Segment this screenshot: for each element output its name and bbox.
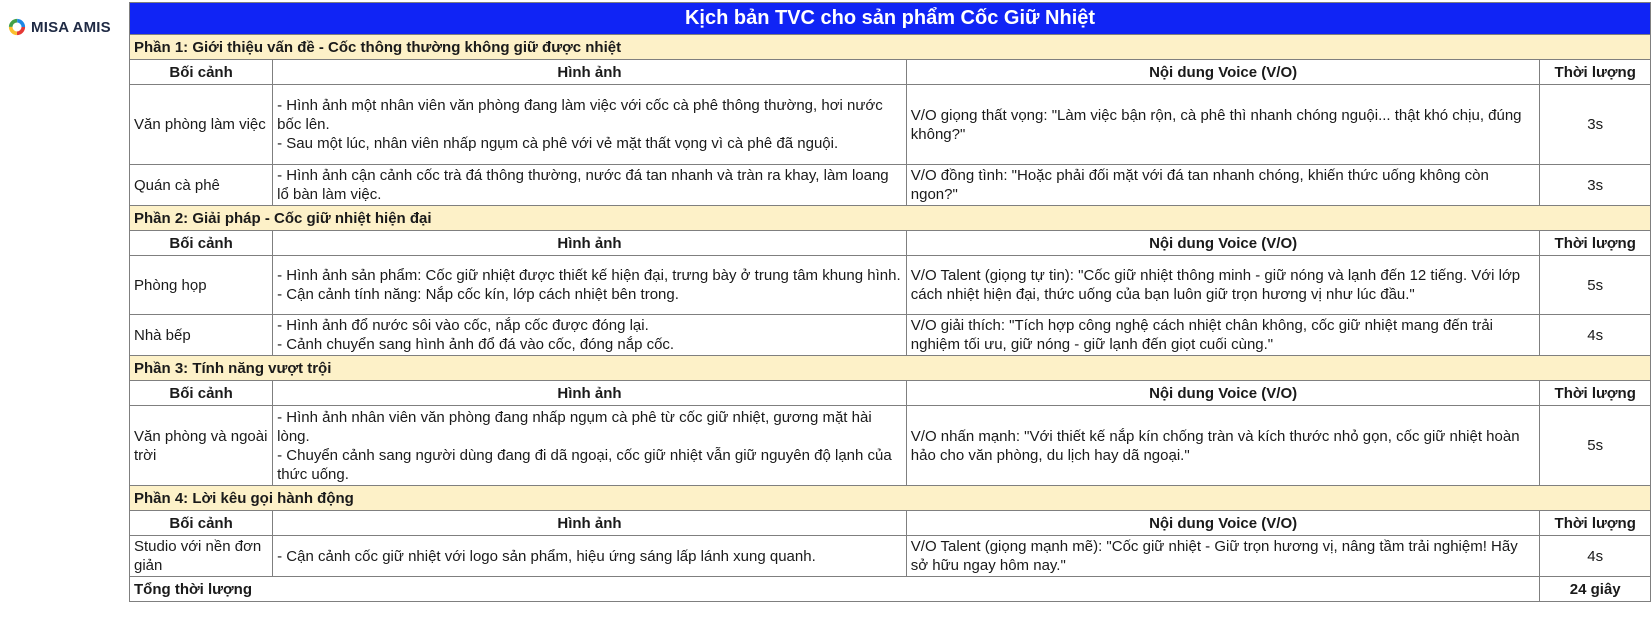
- column-header-row: [130, 381, 1651, 406]
- voice-cell[interactable]: V/O Talent (giọng tự tin): "Cốc giữ nhiệt thông minh - giữ nóng và lạnh đến 12 tiếng. Với lớp cách nhiệt hiện đại, thức uống của bạn luôn giữ trọn hương vị như lúc đầu.": [906, 256, 1540, 315]
- voice-cell[interactable]: V/O Talent (giọng mạnh mẽ): "Cốc giữ nhiệt - Giữ trọn hương vị, nâng tầm trải nghiệm! Hãy sở hữu ngay hôm nay.": [906, 536, 1540, 577]
- scene-cell[interactable]: Quán cà phê: [130, 165, 273, 206]
- header-scene[interactable]: Bối cảnh: [130, 381, 273, 406]
- table-row: [130, 256, 1651, 315]
- section-heading[interactable]: Phần 3: Tính năng vượt trội: [130, 356, 1651, 381]
- table-row: [130, 315, 1651, 356]
- scene-cell[interactable]: Nhà bếp: [130, 315, 273, 356]
- voice-cell[interactable]: V/O đồng tình: "Hoặc phải đối mặt với đá tan nhanh chóng, khiến thức uống không còn ngon?": [906, 165, 1540, 206]
- scene-cell[interactable]: Văn phòng làm việc: [130, 85, 273, 165]
- logo-text: MISA AMIS: [31, 18, 111, 36]
- column-header-row: [130, 231, 1651, 256]
- section-heading[interactable]: Phần 1: Giới thiệu vấn đề - Cốc thông thường không giữ được nhiệt: [130, 35, 1651, 60]
- scene-cell[interactable]: Phòng họp: [130, 256, 273, 315]
- table-row: [130, 536, 1651, 577]
- brand-logo: [8, 18, 111, 36]
- column-header-row: [130, 511, 1651, 536]
- tvc-script-table: [129, 2, 1651, 602]
- total-row: [130, 577, 1651, 602]
- duration-cell[interactable]: 5s: [1540, 256, 1651, 315]
- scene-cell[interactable]: Văn phòng và ngoài trời: [130, 406, 273, 486]
- total-label[interactable]: Tổng thời lượng: [130, 577, 1540, 602]
- column-header-row: [130, 60, 1651, 85]
- header-duration[interactable]: Thời lượng: [1540, 381, 1651, 406]
- table-row: [130, 406, 1651, 486]
- header-duration[interactable]: Thời lượng: [1540, 60, 1651, 85]
- script-sheet: [129, 2, 1651, 602]
- duration-cell[interactable]: 3s: [1540, 85, 1651, 165]
- header-visual[interactable]: Hình ảnh: [273, 231, 907, 256]
- duration-cell[interactable]: 3s: [1540, 165, 1651, 206]
- section-heading[interactable]: Phần 4: Lời kêu gọi hành động: [130, 486, 1651, 511]
- header-visual[interactable]: Hình ảnh: [273, 511, 907, 536]
- total-value[interactable]: 24 giây: [1540, 577, 1651, 602]
- duration-cell[interactable]: 4s: [1540, 536, 1651, 577]
- scene-cell[interactable]: Studio với nền đơn giản: [130, 536, 273, 577]
- visual-cell[interactable]: - Hình ảnh đổ nước sôi vào cốc, nắp cốc được đóng lại. - Cảnh chuyển sang hình ảnh đổ đá vào cốc, đóng nắp cốc.: [273, 315, 907, 356]
- duration-cell[interactable]: 4s: [1540, 315, 1651, 356]
- visual-cell[interactable]: - Hình ảnh nhân viên văn phòng đang nhấp ngụm cà phê từ cốc giữ nhiệt, gương mặt hài lòng. - Chuyển cảnh sang người dùng đang đi dã ngoại, cốc giữ nhiệt vẫn giữ nguyên độ lạnh của thức uống.: [273, 406, 907, 486]
- header-scene[interactable]: Bối cảnh: [130, 231, 273, 256]
- voice-cell[interactable]: V/O giọng thất vọng: "Làm việc bận rộn, cà phê thì nhanh chóng nguội... thật khó chịu, đúng không?": [906, 85, 1540, 165]
- header-voice[interactable]: Nội dung Voice (V/O): [906, 381, 1540, 406]
- sheet-title[interactable]: Kịch bản TVC cho sản phẩm Cốc Giữ Nhiệt: [130, 3, 1651, 35]
- header-scene[interactable]: Bối cảnh: [130, 60, 273, 85]
- header-visual[interactable]: Hình ảnh: [273, 381, 907, 406]
- visual-cell[interactable]: - Hình ảnh cận cảnh cốc trà đá thông thường, nước đá tan nhanh và tràn ra khay, làm loang lổ bàn làm việc.: [273, 165, 907, 206]
- visual-cell[interactable]: - Cận cảnh cốc giữ nhiệt với logo sản phẩm, hiệu ứng sáng lấp lánh xung quanh.: [273, 536, 907, 577]
- voice-cell[interactable]: V/O nhấn mạnh: "Với thiết kế nắp kín chống tràn và kích thước nhỏ gọn, cốc giữ nhiệt hoàn hảo cho văn phòng, du lịch hay dã ngoại.": [906, 406, 1540, 486]
- header-visual[interactable]: Hình ảnh: [273, 60, 907, 85]
- header-voice[interactable]: Nội dung Voice (V/O): [906, 511, 1540, 536]
- visual-cell[interactable]: - Hình ảnh một nhân viên văn phòng đang làm việc với cốc cà phê thông thường, hơi nước bốc lên. - Sau một lúc, nhân viên nhấp ngụm cà phê với vẻ mặt thất vọng vì cà phê đã nguội.: [273, 85, 907, 165]
- visual-cell[interactable]: - Hình ảnh sản phẩm: Cốc giữ nhiệt được thiết kế hiện đại, trưng bày ở trung tâm khung hình. - Cận cảnh tính năng: Nắp cốc kín, lớp cách nhiệt bên trong.: [273, 256, 907, 315]
- header-voice[interactable]: Nội dung Voice (V/O): [906, 60, 1540, 85]
- table-row: [130, 85, 1651, 165]
- header-scene[interactable]: Bối cảnh: [130, 511, 273, 536]
- header-duration[interactable]: Thời lượng: [1540, 231, 1651, 256]
- header-voice[interactable]: Nội dung Voice (V/O): [906, 231, 1540, 256]
- section-heading[interactable]: Phần 2: Giải pháp - Cốc giữ nhiệt hiện đại: [130, 206, 1651, 231]
- table-row: [130, 165, 1651, 206]
- misa-ring-icon: [8, 18, 26, 36]
- duration-cell[interactable]: 5s: [1540, 406, 1651, 486]
- voice-cell[interactable]: V/O giải thích: "Tích hợp công nghệ cách nhiệt chân không, cốc giữ nhiệt mang đến trải nghiệm tối ưu, giữ nóng - giữ lạnh đến giọt cuối cùng.": [906, 315, 1540, 356]
- header-duration[interactable]: Thời lượng: [1540, 511, 1651, 536]
